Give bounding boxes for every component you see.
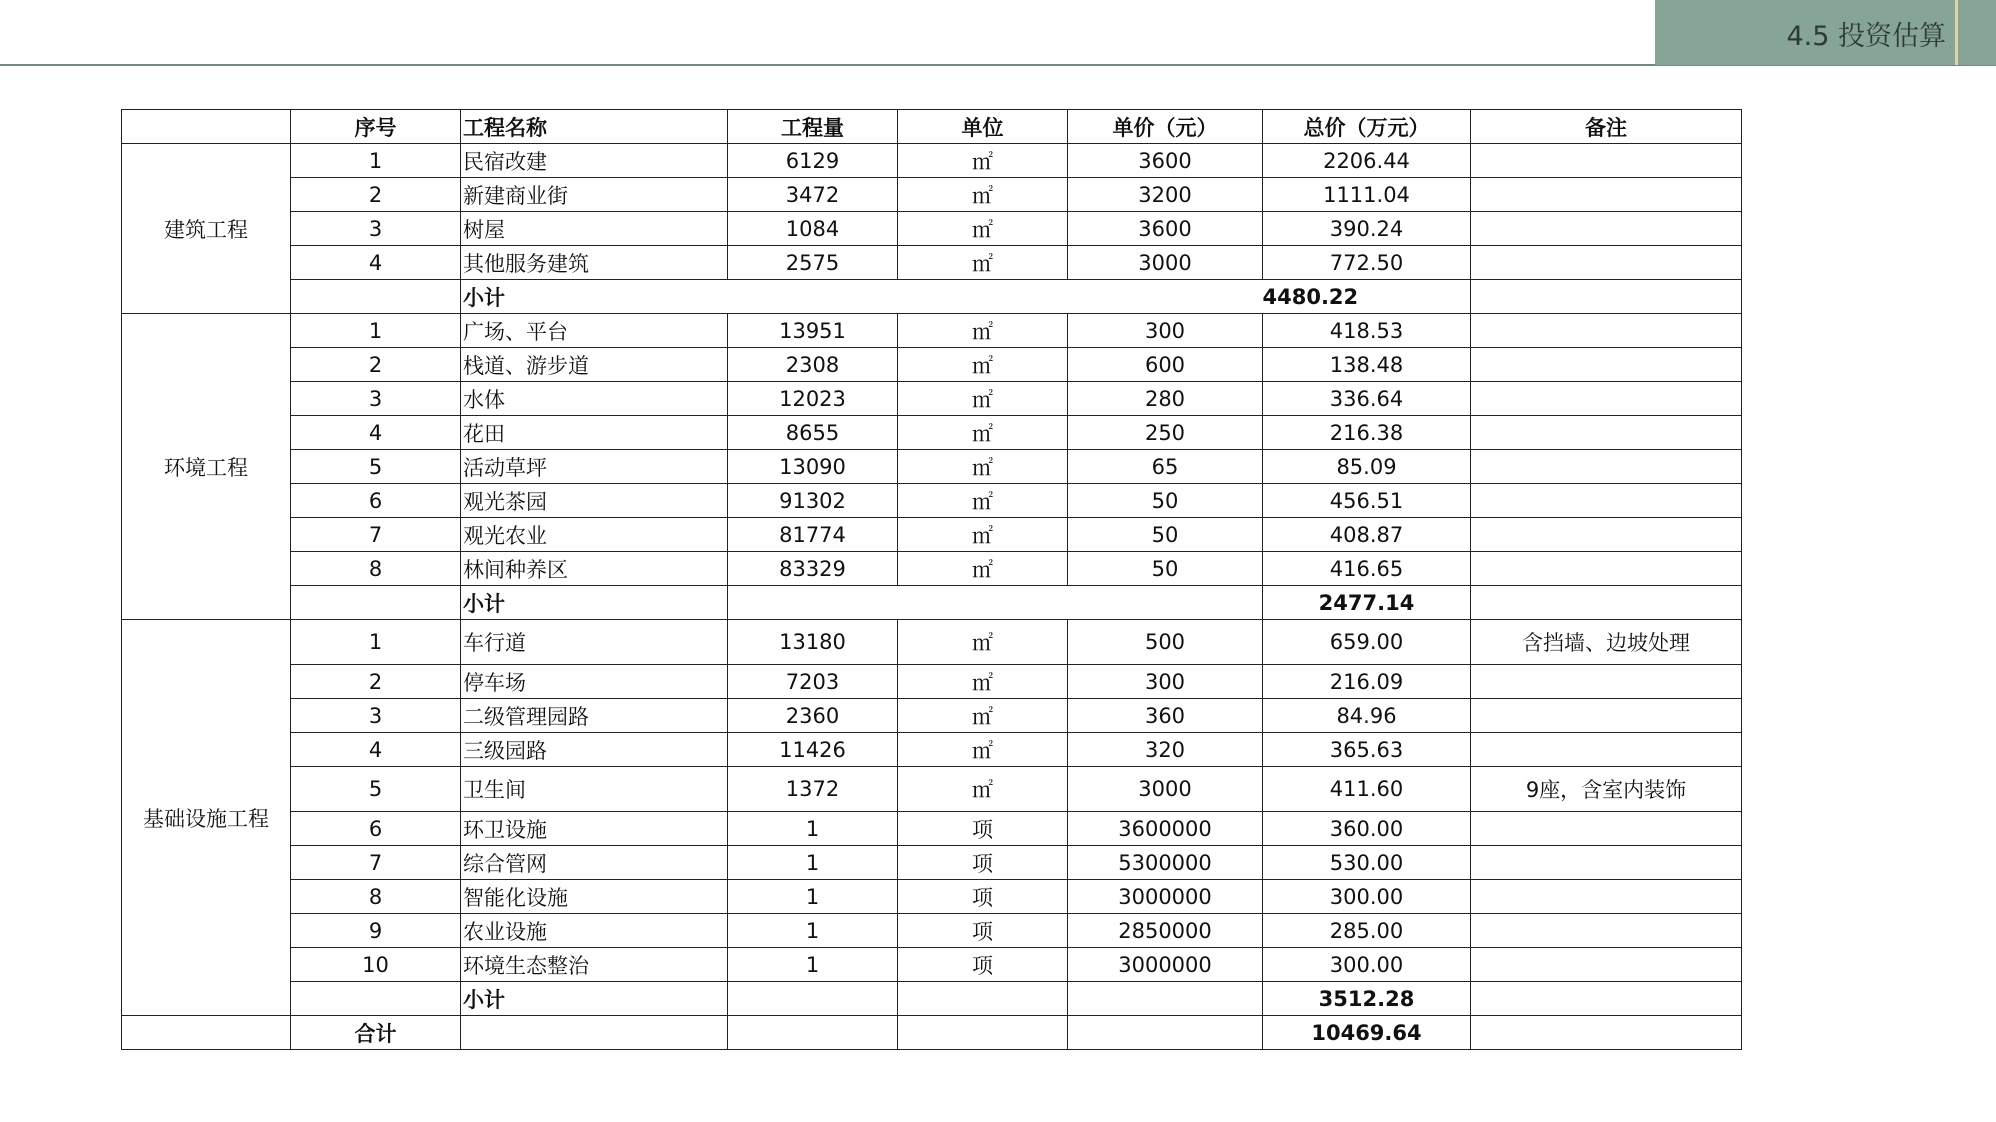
- project-name: 农业设施: [461, 914, 728, 948]
- empty-cell: [1068, 982, 1263, 1016]
- project-name: 栈道、游步道: [461, 348, 728, 382]
- unit: ㎡: [898, 620, 1068, 665]
- quantity: 3472: [728, 178, 898, 212]
- subtotal-row: [122, 586, 1742, 620]
- unit-price: 3000: [1068, 246, 1263, 280]
- row-number: 7: [291, 846, 461, 880]
- empty-cell: [728, 1016, 898, 1050]
- unit: ㎡: [898, 178, 1068, 212]
- row-number: 4: [291, 416, 461, 450]
- row-number: 9: [291, 914, 461, 948]
- total-price: 300.00: [1263, 880, 1471, 914]
- row-number: 7: [291, 518, 461, 552]
- unit: ㎡: [898, 348, 1068, 382]
- empty-cell: [1471, 1016, 1742, 1050]
- unit-price: 300: [1068, 665, 1263, 699]
- unit-price: 3600: [1068, 212, 1263, 246]
- project-name: 花田: [461, 416, 728, 450]
- empty-cell: [728, 280, 1263, 314]
- unit: ㎡: [898, 450, 1068, 484]
- total-price: 85.09: [1263, 450, 1471, 484]
- total-price: 216.09: [1263, 665, 1471, 699]
- subtotal-value: 4480.22: [1263, 280, 1471, 314]
- total-price: 84.96: [1263, 699, 1471, 733]
- total-price: 336.64: [1263, 382, 1471, 416]
- remark: [1471, 812, 1742, 846]
- project-name: 民宿改建: [461, 144, 728, 178]
- project-name: 其他服务建筑: [461, 246, 728, 280]
- row-number: 2: [291, 178, 461, 212]
- quantity: 2308: [728, 348, 898, 382]
- total-price: 216.38: [1263, 416, 1471, 450]
- unit-price: 3000000: [1068, 880, 1263, 914]
- table-row: [122, 733, 1742, 767]
- empty-cell: [898, 1016, 1068, 1050]
- unit: 项: [898, 812, 1068, 846]
- remark: [1471, 552, 1742, 586]
- header-cell: [122, 110, 291, 144]
- row-number: 3: [291, 212, 461, 246]
- unit: ㎡: [898, 733, 1068, 767]
- empty-cell: [291, 982, 461, 1016]
- table-row: [122, 620, 1742, 665]
- quantity: 1084: [728, 212, 898, 246]
- empty-cell: [1471, 280, 1742, 314]
- section-title-box: [1655, 0, 1996, 65]
- subtotal-row: [122, 280, 1742, 314]
- project-name: 观光农业: [461, 518, 728, 552]
- unit: ㎡: [898, 552, 1068, 586]
- header-cell: 序号: [291, 110, 461, 144]
- remark: [1471, 178, 1742, 212]
- project-name: 三级园路: [461, 733, 728, 767]
- row-number: 8: [291, 552, 461, 586]
- quantity: 7203: [728, 665, 898, 699]
- project-name: 二级管理园路: [461, 699, 728, 733]
- total-price: 418.53: [1263, 314, 1471, 348]
- table-row: [122, 314, 1742, 348]
- category-cell: 环境工程: [122, 314, 291, 620]
- category-cell: 建筑工程: [122, 144, 291, 314]
- quantity: 8655: [728, 416, 898, 450]
- empty-cell: [461, 1016, 728, 1050]
- empty-cell: [1068, 1016, 1263, 1050]
- remark: [1471, 416, 1742, 450]
- quantity: 13180: [728, 620, 898, 665]
- project-name: 新建商业街: [461, 178, 728, 212]
- row-number: 4: [291, 246, 461, 280]
- project-name: 活动草坪: [461, 450, 728, 484]
- quantity: 12023: [728, 382, 898, 416]
- quantity: 1: [728, 846, 898, 880]
- row-number: 1: [291, 144, 461, 178]
- unit: ㎡: [898, 314, 1068, 348]
- row-number: 3: [291, 382, 461, 416]
- unit: ㎡: [898, 518, 1068, 552]
- row-number: 6: [291, 812, 461, 846]
- unit: ㎡: [898, 699, 1068, 733]
- row-number: 5: [291, 767, 461, 812]
- title-accent-bar: [1955, 0, 1958, 65]
- empty-cell: [898, 982, 1068, 1016]
- remark: 9座，含室内装饰: [1471, 767, 1742, 812]
- table-header-row: [122, 110, 1742, 144]
- header-cell: 工程名称: [461, 110, 728, 144]
- total-price: 300.00: [1263, 948, 1471, 982]
- table-row: [122, 246, 1742, 280]
- quantity: 13090: [728, 450, 898, 484]
- header-cell: 总价（万元）: [1263, 110, 1471, 144]
- table-row: [122, 212, 1742, 246]
- quantity: 2575: [728, 246, 898, 280]
- total-price: 456.51: [1263, 484, 1471, 518]
- project-name: 智能化设施: [461, 880, 728, 914]
- subtotal-row: [122, 982, 1742, 1016]
- project-name: 卫生间: [461, 767, 728, 812]
- total-price: 390.24: [1263, 212, 1471, 246]
- subtotal-value: 2477.14: [1263, 586, 1471, 620]
- table-row: [122, 348, 1742, 382]
- subtotal-label: 小计: [461, 982, 728, 1016]
- table-row: [122, 518, 1742, 552]
- project-name: 林间种养区: [461, 552, 728, 586]
- table-row: [122, 699, 1742, 733]
- row-number: 6: [291, 484, 461, 518]
- remark: [1471, 450, 1742, 484]
- row-number: 5: [291, 450, 461, 484]
- remark: [1471, 382, 1742, 416]
- unit: ㎡: [898, 416, 1068, 450]
- quantity: 1372: [728, 767, 898, 812]
- section-title: 4.5 投资估算: [1786, 21, 1946, 52]
- investment-estimate-table: [121, 109, 1742, 1050]
- unit: ㎡: [898, 484, 1068, 518]
- unit-price: 2850000: [1068, 914, 1263, 948]
- unit-price: 65: [1068, 450, 1263, 484]
- row-number: 10: [291, 948, 461, 982]
- unit: 项: [898, 948, 1068, 982]
- quantity: 81774: [728, 518, 898, 552]
- quantity: 6129: [728, 144, 898, 178]
- remark: [1471, 348, 1742, 382]
- unit-price: 3000: [1068, 767, 1263, 812]
- table-row: [122, 382, 1742, 416]
- table-row: [122, 178, 1742, 212]
- remark: [1471, 880, 1742, 914]
- row-number: 3: [291, 699, 461, 733]
- empty-cell: [291, 586, 461, 620]
- remark: [1471, 246, 1742, 280]
- unit-price: 3200: [1068, 178, 1263, 212]
- total-price: 365.63: [1263, 733, 1471, 767]
- remark: 含挡墙、边坡处理: [1471, 620, 1742, 665]
- unit-price: 320: [1068, 733, 1263, 767]
- row-number: 1: [291, 314, 461, 348]
- unit: ㎡: [898, 665, 1068, 699]
- table-row: [122, 552, 1742, 586]
- unit-price: 50: [1068, 484, 1263, 518]
- subtotal-label: 小计: [461, 586, 728, 620]
- project-name: 环卫设施: [461, 812, 728, 846]
- remark: [1471, 846, 1742, 880]
- remark: [1471, 144, 1742, 178]
- quantity: 91302: [728, 484, 898, 518]
- total-value: 10469.64: [1263, 1016, 1471, 1050]
- unit: ㎡: [898, 767, 1068, 812]
- project-name: 水体: [461, 382, 728, 416]
- subtotal-value: 3512.28: [1263, 982, 1471, 1016]
- remark: [1471, 212, 1742, 246]
- total-row: [122, 1016, 1742, 1050]
- unit-price: 600: [1068, 348, 1263, 382]
- remark: [1471, 665, 1742, 699]
- quantity: 2360: [728, 699, 898, 733]
- total-price: 659.00: [1263, 620, 1471, 665]
- row-number: 8: [291, 880, 461, 914]
- total-price: 530.00: [1263, 846, 1471, 880]
- header-cell: 单价（元）: [1068, 110, 1263, 144]
- unit-price: 360: [1068, 699, 1263, 733]
- remark: [1471, 914, 1742, 948]
- quantity: 1: [728, 914, 898, 948]
- empty-cell: [122, 1016, 291, 1050]
- category-cell: 基础设施工程: [122, 620, 291, 1016]
- table-row: [122, 767, 1742, 812]
- total-price: 285.00: [1263, 914, 1471, 948]
- total-price: 411.60: [1263, 767, 1471, 812]
- unit-price: 280: [1068, 382, 1263, 416]
- empty-cell: [1471, 586, 1742, 620]
- table-row: [122, 880, 1742, 914]
- table-row: [122, 914, 1742, 948]
- remark: [1471, 699, 1742, 733]
- unit-price: 3600: [1068, 144, 1263, 178]
- project-name: 树屋: [461, 212, 728, 246]
- remark: [1471, 484, 1742, 518]
- total-price: 2206.44: [1263, 144, 1471, 178]
- unit: ㎡: [898, 382, 1068, 416]
- quantity: 1: [728, 880, 898, 914]
- table-row: [122, 812, 1742, 846]
- project-name: 综合管网: [461, 846, 728, 880]
- empty-cell: [1471, 982, 1742, 1016]
- unit-price: 50: [1068, 552, 1263, 586]
- row-number: 2: [291, 665, 461, 699]
- quantity: 1: [728, 812, 898, 846]
- header-cell: 工程量: [728, 110, 898, 144]
- row-number: 4: [291, 733, 461, 767]
- remark: [1471, 733, 1742, 767]
- unit: ㎡: [898, 212, 1068, 246]
- unit: 项: [898, 880, 1068, 914]
- remark: [1471, 518, 1742, 552]
- total-price: 772.50: [1263, 246, 1471, 280]
- unit: 项: [898, 914, 1068, 948]
- unit: ㎡: [898, 144, 1068, 178]
- total-label: 合计: [291, 1016, 461, 1050]
- table-row: [122, 484, 1742, 518]
- table-row: [122, 416, 1742, 450]
- unit-price: 500: [1068, 620, 1263, 665]
- total-price: 360.00: [1263, 812, 1471, 846]
- project-name: 车行道: [461, 620, 728, 665]
- unit-price: 300: [1068, 314, 1263, 348]
- empty-cell: [728, 586, 1263, 620]
- table-row: [122, 948, 1742, 982]
- quantity: 13951: [728, 314, 898, 348]
- total-price: 408.87: [1263, 518, 1471, 552]
- quantity: 83329: [728, 552, 898, 586]
- unit-price: 3600000: [1068, 812, 1263, 846]
- unit-price: 3000000: [1068, 948, 1263, 982]
- project-name: 广场、平台: [461, 314, 728, 348]
- remark: [1471, 314, 1742, 348]
- project-name: 观光茶园: [461, 484, 728, 518]
- total-price: 416.65: [1263, 552, 1471, 586]
- unit: ㎡: [898, 246, 1068, 280]
- table-row: [122, 665, 1742, 699]
- row-number: 1: [291, 620, 461, 665]
- total-price: 138.48: [1263, 348, 1471, 382]
- table-row: [122, 450, 1742, 484]
- quantity: 1: [728, 948, 898, 982]
- header-cell: 备注: [1471, 110, 1742, 144]
- empty-cell: [291, 280, 461, 314]
- unit-price: 50: [1068, 518, 1263, 552]
- project-name: 停车场: [461, 665, 728, 699]
- project-name: 环境生态整治: [461, 948, 728, 982]
- empty-cell: [728, 982, 898, 1016]
- total-price: 1111.04: [1263, 178, 1471, 212]
- table-row: [122, 144, 1742, 178]
- quantity: 11426: [728, 733, 898, 767]
- table-row: [122, 846, 1742, 880]
- header-cell: 单位: [898, 110, 1068, 144]
- unit: 项: [898, 846, 1068, 880]
- unit-price: 5300000: [1068, 846, 1263, 880]
- row-number: 2: [291, 348, 461, 382]
- unit-price: 250: [1068, 416, 1263, 450]
- subtotal-label: 小计: [461, 280, 728, 314]
- remark: [1471, 948, 1742, 982]
